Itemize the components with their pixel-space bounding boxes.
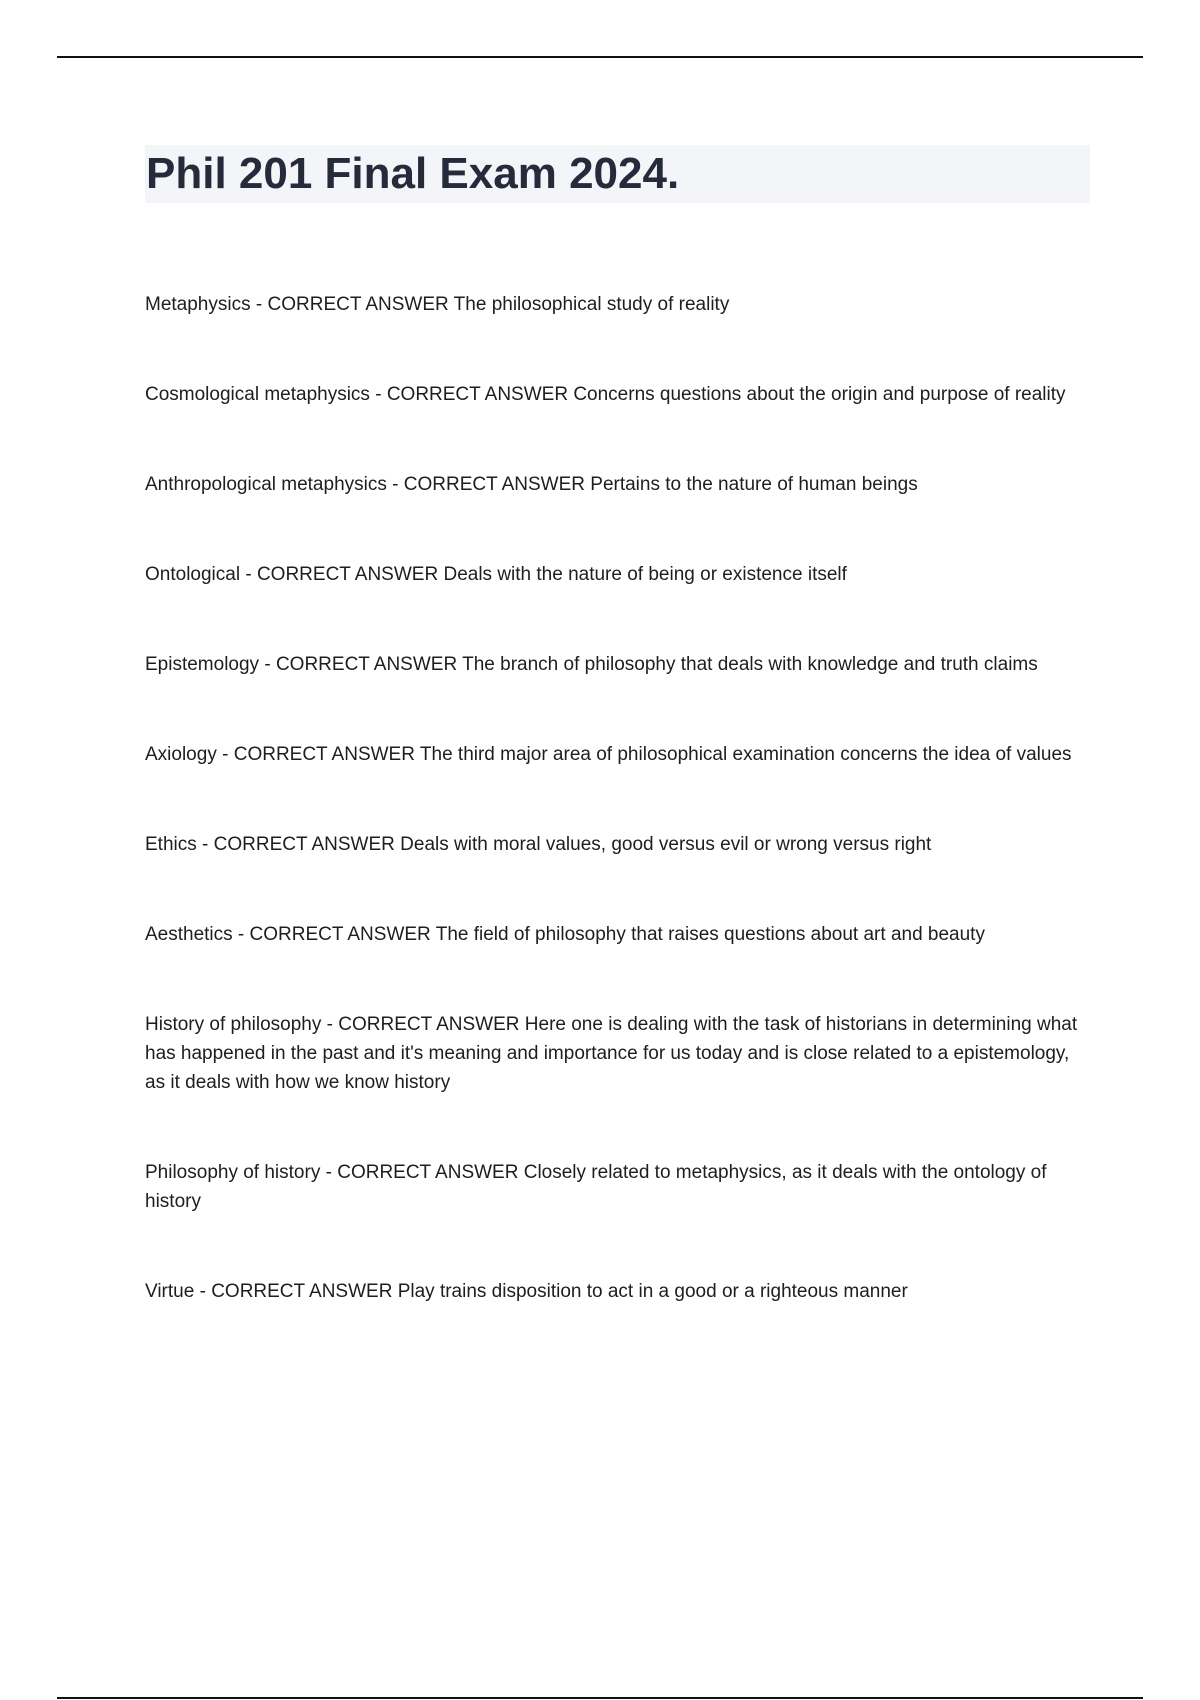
entry-definition: The philosophical study of reality [453,294,730,315]
entry-answer-label: CORRECT ANSWER [403,474,585,495]
footer-divider [57,1697,1143,1699]
entry-answer-label: CORRECT ANSWER [275,654,458,675]
entry-term: Cosmological metaphysics - [145,384,387,405]
entry-definition: Here one is dealing with the task of historians in determining what has happened in the past and it's meaning and importance for us today and is close related to a epistemology, as it deals with how we know history [145,1014,1078,1093]
entry-term: History of philosophy - [145,1014,338,1035]
entry-definition: The branch of philosophy that deals with knowledge and truth claims [462,654,1038,675]
list-item [145,560,1090,589]
entry-definition: Closely related to metaphysics, as it deals with the ontology of history [145,1162,1047,1212]
entry-term: Anthropological metaphysics - [145,474,404,495]
entry-answer-label: CORRECT ANSWER [233,744,415,765]
entry-definition: The field of philosophy that raises questions about art and beauty [435,924,985,945]
list-item [145,650,1090,679]
list-item [145,1158,1090,1216]
entry-term: Philosophy of history - [145,1162,337,1183]
entry-answer-label: CORRECT ANSWER [386,384,569,405]
entry-answer-label: CORRECT ANSWER [267,294,449,315]
entry-definition: Pertains to the nature of human beings [590,474,918,495]
entry-term: Virtue - [145,1281,211,1302]
entry-answer-label: CORRECT ANSWER [213,834,395,855]
flashcard-list [145,290,1090,1367]
entry-definition: Deals with moral values, good versus evil or wrong versus right [400,834,932,855]
entry-answer-label: CORRECT ANSWER [211,1281,393,1302]
entry-definition: The third major area of philosophical examination concerns the idea of values [419,744,1072,765]
list-item [145,1277,1090,1306]
entry-term: Axiology - [145,744,234,765]
entry-answer-label: CORRECT ANSWER [337,1162,519,1183]
list-item [145,1010,1090,1097]
header-divider [57,56,1143,58]
list-item [145,740,1090,769]
list-item [145,380,1090,409]
list-item [145,290,1090,319]
entry-definition: Play trains disposition to act in a good or a righteous manner [397,1281,908,1302]
entry-definition: Deals with the nature of being or existence itself [443,564,847,585]
entry-answer-label: CORRECT ANSWER [256,564,439,585]
entry-term: Metaphysics - [145,294,268,315]
entry-definition: Concerns questions about the origin and purpose of reality [573,384,1066,405]
entry-answer-label: CORRECT ANSWER [338,1014,520,1035]
list-item [145,470,1090,499]
entry-term: Epistemology - [145,654,276,675]
entry-term: Ontological - [145,564,257,585]
entry-answer-label: CORRECT ANSWER [249,924,431,945]
page-title: Phil 201 Final Exam 2024. [146,149,680,198]
entry-term: Aesthetics - [145,924,250,945]
list-item [145,920,1090,949]
list-item [145,830,1090,859]
entry-term: Ethics - [145,834,214,855]
